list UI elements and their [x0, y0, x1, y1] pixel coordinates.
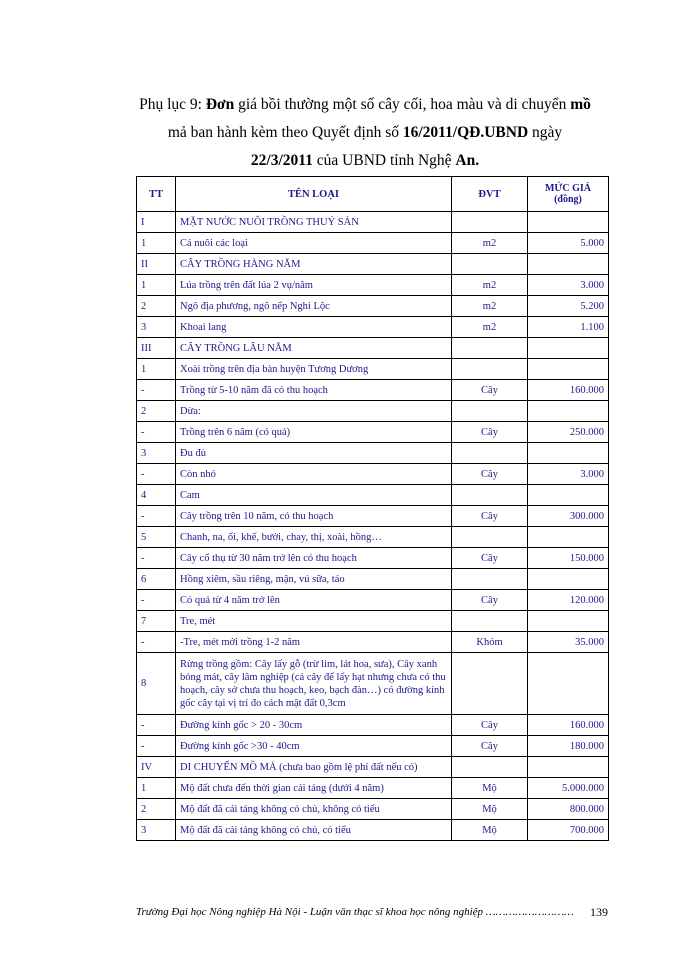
table-row: [137, 296, 609, 317]
row-name: Trồng từ 5-10 năm đã có thu hoạch: [176, 380, 452, 401]
table-row: [137, 212, 609, 233]
row-price: 180.000: [528, 736, 609, 757]
row-price: [528, 653, 609, 715]
table-row: [137, 359, 609, 380]
table-row: [137, 254, 609, 275]
table-row: [137, 485, 609, 506]
row-name: Đường kính gốc >30 - 40cm: [176, 736, 452, 757]
row-price: [528, 401, 609, 422]
header-tt: TT: [137, 177, 176, 212]
row-unit: m2: [452, 296, 528, 317]
table-row: [137, 632, 609, 653]
row-unit: [452, 611, 528, 632]
title-prefix: Phụ lục 9:: [139, 96, 206, 113]
row-name: Dừa:: [176, 401, 452, 422]
table-row: [137, 506, 609, 527]
row-name: Cây trồng trên 10 năm, có thu hoạch: [176, 506, 452, 527]
table-row: [137, 548, 609, 569]
row-price: 160.000: [528, 715, 609, 736]
row-price: 3.000: [528, 275, 609, 296]
row-price: 160.000: [528, 380, 609, 401]
title-line-3: [120, 147, 610, 175]
table-row: [137, 401, 609, 422]
row-price: [528, 485, 609, 506]
row-name: Mộ đất chưa đến thời gian cải táng (dưới 4 năm): [176, 778, 452, 799]
row-unit: Cây: [452, 548, 528, 569]
row-name: Có quả từ 4 năm trở lên: [176, 590, 452, 611]
row-price: [528, 254, 609, 275]
row-price: 1.100: [528, 317, 609, 338]
row-number: 2: [137, 799, 176, 820]
row-price: 35.000: [528, 632, 609, 653]
title-bold-word: Đơn: [205, 96, 235, 113]
row-unit: Khóm: [452, 632, 528, 653]
row-unit: Mộ: [452, 778, 528, 799]
row-number: -: [137, 464, 176, 485]
row-number: I: [137, 212, 176, 233]
row-price: [528, 757, 609, 778]
row-number: -: [137, 422, 176, 443]
row-name: Xoài trồng trên địa bàn huyện Tương Dương: [176, 359, 452, 380]
table-row: [137, 820, 609, 841]
row-unit: Cây: [452, 464, 528, 485]
table-row: [137, 380, 609, 401]
row-name: Tre, mét: [176, 611, 452, 632]
decision-date: 22/3/2011: [250, 152, 313, 169]
header-unit: ĐVT: [452, 177, 528, 212]
row-number: III: [137, 338, 176, 359]
row-price: 3.000: [528, 464, 609, 485]
row-number: 8: [137, 653, 176, 715]
table-row: [137, 338, 609, 359]
title-line2-prefix: mả ban hành kèm theo Quyết định số: [167, 124, 403, 141]
row-unit: [452, 485, 528, 506]
table-row: [137, 527, 609, 548]
row-unit: Cây: [452, 736, 528, 757]
row-name: Đường kính gốc > 20 - 30cm: [176, 715, 452, 736]
page-footer: [136, 906, 608, 918]
row-price: [528, 569, 609, 590]
row-number: 4: [137, 485, 176, 506]
row-price: 5.200: [528, 296, 609, 317]
title-line-2: [120, 119, 610, 147]
row-name: Cây cổ thụ từ 30 năm trở lên có thu hoạch: [176, 548, 452, 569]
table-header-row: [137, 177, 609, 212]
appendix-title: [120, 91, 610, 175]
row-unit: [452, 401, 528, 422]
title-line3-end: An.: [455, 152, 480, 169]
row-unit: Cây: [452, 380, 528, 401]
row-number: 3: [137, 443, 176, 464]
row-number: -: [137, 736, 176, 757]
row-number: -: [137, 590, 176, 611]
row-name: Hồng xiêm, sầu riêng, mận, vú sữa, táo: [176, 569, 452, 590]
decision-number: 16/2011/QĐ.UBND: [402, 124, 529, 141]
row-unit: [452, 527, 528, 548]
table-row: [137, 736, 609, 757]
table-row: [137, 799, 609, 820]
row-price: [528, 359, 609, 380]
title-end-word: mồ: [570, 96, 591, 113]
table-body: [137, 212, 609, 841]
table-row: [137, 317, 609, 338]
row-number: IV: [137, 757, 176, 778]
row-name: Mộ đất đã cải táng không có chủ, có tiểu: [176, 820, 452, 841]
row-unit: [452, 653, 528, 715]
price-table: [136, 176, 609, 841]
row-name: -Tre, mét mới trồng 1-2 năm: [176, 632, 452, 653]
row-number: 2: [137, 401, 176, 422]
row-unit: [452, 757, 528, 778]
row-unit: Cây: [452, 715, 528, 736]
row-price: [528, 212, 609, 233]
row-name: Trồng trên 6 năm (có quả): [176, 422, 452, 443]
title-line3-mid: của UBND tỉnh Nghệ: [312, 152, 456, 169]
row-price: [528, 338, 609, 359]
row-number: -: [137, 380, 176, 401]
row-unit: Mộ: [452, 820, 528, 841]
table-row: [137, 715, 609, 736]
row-number: 1: [137, 233, 176, 254]
row-name: Rừng trồng gồm: Cây lấy gỗ (trừ lim, lát hoa, sưa), Cây xanh bóng mát, cây lâm nghiệp (cả cây để lấy hạt nhưng chưa có thu hoạch, cây sở chưa thu hoạch, keo, bạch đàn…) có đường kính gốc cây tại vị trí đo cách mặt đất 0,3cm: [176, 653, 452, 715]
row-unit: Mộ: [452, 799, 528, 820]
row-name: Còn nhỏ: [176, 464, 452, 485]
row-number: -: [137, 715, 176, 736]
row-unit: [452, 569, 528, 590]
row-price: [528, 527, 609, 548]
row-number: 2: [137, 296, 176, 317]
row-number: 3: [137, 317, 176, 338]
row-price: 800.000: [528, 799, 609, 820]
row-unit: [452, 359, 528, 380]
row-name: Mộ đất đã cải táng không có chủ, không có tiểu: [176, 799, 452, 820]
header-name: TÊN LOẠI: [176, 177, 452, 212]
row-name: Cá nuôi các loại: [176, 233, 452, 254]
row-number: 7: [137, 611, 176, 632]
row-unit: Cây: [452, 506, 528, 527]
table-row: [137, 757, 609, 778]
row-unit: [452, 338, 528, 359]
row-number: 3: [137, 820, 176, 841]
table-row: [137, 422, 609, 443]
row-number: -: [137, 506, 176, 527]
row-unit: m2: [452, 317, 528, 338]
table-row: [137, 590, 609, 611]
table-row: [137, 569, 609, 590]
row-price: [528, 611, 609, 632]
row-price: [528, 443, 609, 464]
row-name: Khoai lang: [176, 317, 452, 338]
row-number: 6: [137, 569, 176, 590]
row-number: 1: [137, 275, 176, 296]
title-line-1: [120, 91, 610, 119]
row-number: 1: [137, 359, 176, 380]
row-price: 120.000: [528, 590, 609, 611]
row-price: 300.000: [528, 506, 609, 527]
row-unit: Cây: [452, 590, 528, 611]
row-price: 5.000: [528, 233, 609, 254]
row-name: Cam: [176, 485, 452, 506]
title-line2-suffix: ngày: [528, 124, 563, 141]
row-name: Ngô địa phương, ngô nếp Nghi Lộc: [176, 296, 452, 317]
table-row: [137, 443, 609, 464]
table-row: [137, 778, 609, 799]
row-name: MẶT NƯỚC NUÔI TRỒNG THUỶ SẢN: [176, 212, 452, 233]
table-row: [137, 611, 609, 632]
row-number: II: [137, 254, 176, 275]
row-number: 1: [137, 778, 176, 799]
row-unit: m2: [452, 275, 528, 296]
row-number: -: [137, 548, 176, 569]
row-name: Lúa trồng trên đất lúa 2 vụ/năm: [176, 275, 452, 296]
row-price: 250.000: [528, 422, 609, 443]
title-mid: giá bồi thường một số cây cối, hoa màu và di chuyển: [234, 96, 571, 113]
row-number: -: [137, 632, 176, 653]
row-unit: [452, 443, 528, 464]
row-price: 150.000: [528, 548, 609, 569]
row-price: 700.000: [528, 820, 609, 841]
table-row: [137, 653, 609, 715]
row-number: 5: [137, 527, 176, 548]
row-name: Đu đủ: [176, 443, 452, 464]
table-row: [137, 464, 609, 485]
page-number: 139: [590, 905, 608, 919]
row-name: DI CHUYỂN MỒ MẢ (chưa bao gồm lệ phí đất nếu có): [176, 757, 452, 778]
header-price: MỨC GIÁ (đồng): [528, 177, 609, 212]
row-price: 5.000.000: [528, 778, 609, 799]
footer-text: Trường Đại học Nông nghiệp Hà Nội - Luận văn thạc sĩ khoa học nông nghiệp ………………………: [136, 906, 574, 918]
row-unit: m2: [452, 233, 528, 254]
row-name: Chanh, na, ổi, khế, bưởi, chay, thị, xoài, hồng…: [176, 527, 452, 548]
row-name: CÂY TRỒNG HÀNG NĂM: [176, 254, 452, 275]
row-unit: [452, 212, 528, 233]
row-unit: Cây: [452, 422, 528, 443]
table-row: [137, 275, 609, 296]
row-unit: [452, 254, 528, 275]
row-name: CÂY TRỒNG LÂU NĂM: [176, 338, 452, 359]
table-row: [137, 233, 609, 254]
